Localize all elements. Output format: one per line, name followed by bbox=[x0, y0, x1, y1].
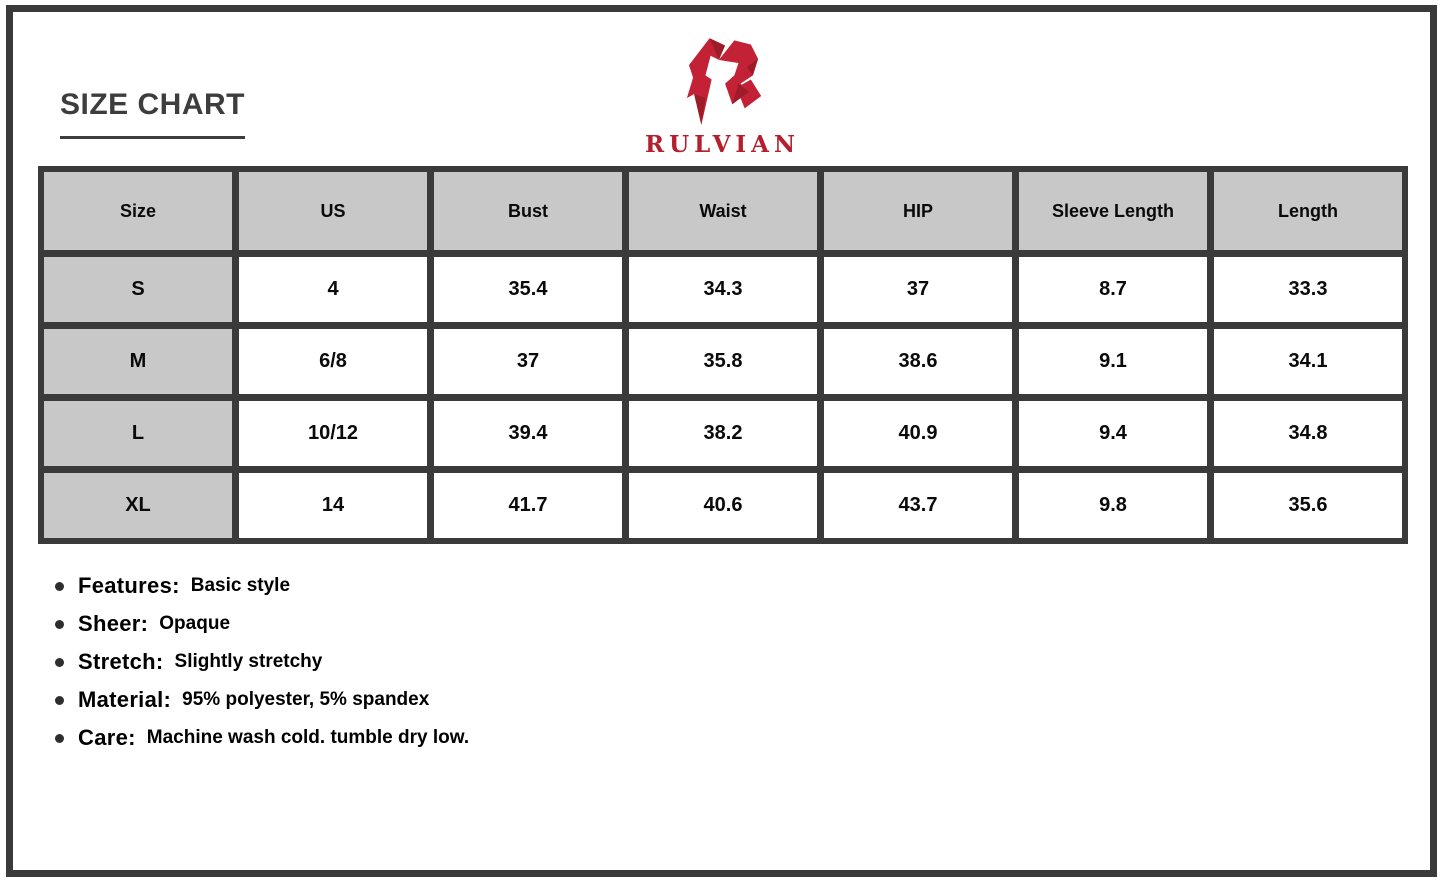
brand-wordmark: RULVIAN bbox=[644, 131, 801, 158]
detail-features bbox=[55, 573, 469, 599]
col-header-length: Length bbox=[1214, 172, 1402, 250]
detail-label: Features: bbox=[78, 573, 180, 598]
detail-value: Machine wash cold. tumble dry low. bbox=[146, 727, 470, 748]
product-details-list bbox=[55, 573, 469, 751]
col-header-hip: HIP bbox=[824, 172, 1012, 250]
col-header-sleeve: Sleeve Length bbox=[1019, 172, 1207, 250]
row-xl-waist: 40.6 bbox=[629, 473, 817, 538]
title-block bbox=[60, 88, 245, 139]
row-m-length: 34.1 bbox=[1214, 329, 1402, 394]
row-m-hip: 38.6 bbox=[824, 329, 1012, 394]
detail-material bbox=[55, 687, 469, 713]
row-l-sleeve: 9.4 bbox=[1019, 401, 1207, 466]
detail-label: Stretch: bbox=[78, 649, 164, 674]
row-s-size: S bbox=[44, 257, 232, 322]
row-m-us: 6/8 bbox=[239, 329, 427, 394]
brand-logo bbox=[593, 30, 853, 158]
detail-label: Material: bbox=[78, 687, 172, 712]
row-s-length: 33.3 bbox=[1214, 257, 1402, 322]
row-xl-size: XL bbox=[44, 473, 232, 538]
size-table bbox=[38, 166, 1408, 544]
detail-value: Opaque bbox=[159, 613, 231, 634]
row-l-us: 10/12 bbox=[239, 401, 427, 466]
row-m-bust: 37 bbox=[434, 329, 622, 394]
detail-sheer bbox=[55, 611, 469, 637]
brand-r-monogram-icon bbox=[673, 30, 773, 128]
row-s-us: 4 bbox=[239, 257, 427, 322]
detail-care bbox=[55, 725, 469, 751]
row-l-waist: 38.2 bbox=[629, 401, 817, 466]
row-l-hip: 40.9 bbox=[824, 401, 1012, 466]
bullet-icon bbox=[55, 696, 64, 705]
bullet-icon bbox=[55, 734, 64, 743]
page-title: SIZE CHART bbox=[60, 88, 245, 139]
row-l-size: L bbox=[44, 401, 232, 466]
bullet-icon bbox=[55, 620, 64, 629]
row-xl-sleeve: 9.8 bbox=[1019, 473, 1207, 538]
row-xl-hip: 43.7 bbox=[824, 473, 1012, 538]
row-xl-length: 35.6 bbox=[1214, 473, 1402, 538]
detail-label: Care: bbox=[78, 725, 136, 750]
col-header-us: US bbox=[239, 172, 427, 250]
col-header-size: Size bbox=[44, 172, 232, 250]
row-m-waist: 35.8 bbox=[629, 329, 817, 394]
col-header-waist: Waist bbox=[629, 172, 817, 250]
row-s-bust: 35.4 bbox=[434, 257, 622, 322]
detail-stretch bbox=[55, 649, 469, 675]
bullet-icon bbox=[55, 582, 64, 591]
row-xl-us: 14 bbox=[239, 473, 427, 538]
row-l-length: 34.8 bbox=[1214, 401, 1402, 466]
bullet-icon bbox=[55, 658, 64, 667]
row-m-size: M bbox=[44, 329, 232, 394]
row-xl-bust: 41.7 bbox=[434, 473, 622, 538]
row-s-sleeve: 8.7 bbox=[1019, 257, 1207, 322]
detail-value: Slightly stretchy bbox=[174, 651, 323, 672]
detail-label: Sheer: bbox=[78, 611, 149, 636]
detail-value: 95% polyester, 5% spandex bbox=[182, 689, 430, 710]
row-s-waist: 34.3 bbox=[629, 257, 817, 322]
row-m-sleeve: 9.1 bbox=[1019, 329, 1207, 394]
row-s-hip: 37 bbox=[824, 257, 1012, 322]
detail-value: Basic style bbox=[190, 575, 291, 596]
col-header-bust: Bust bbox=[434, 172, 622, 250]
row-l-bust: 39.4 bbox=[434, 401, 622, 466]
